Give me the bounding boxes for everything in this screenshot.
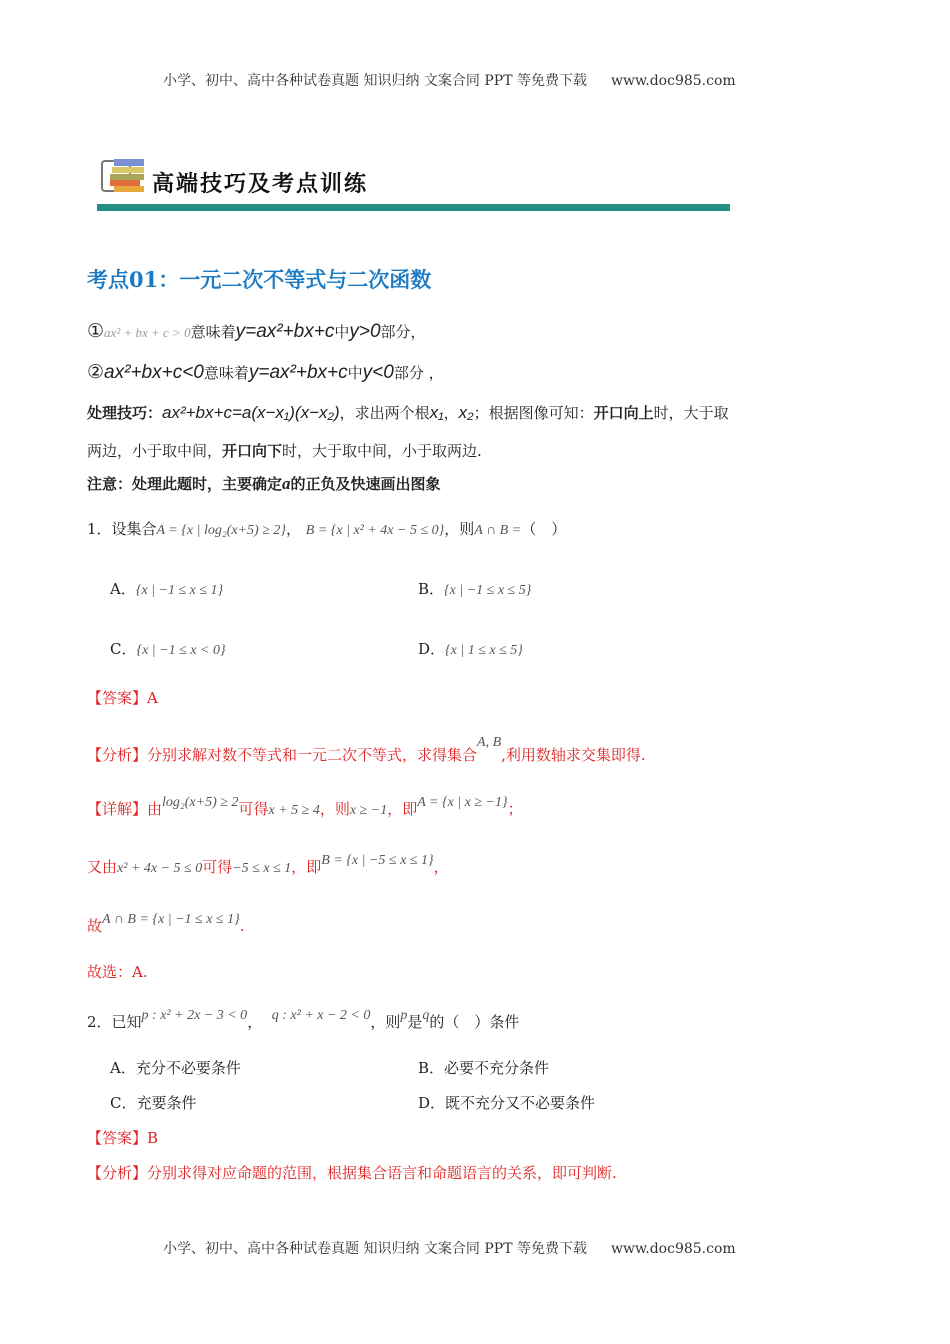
- text-segment: {x | −1 ≤ x < 0}: [136, 643, 226, 658]
- text-segment: ②: [87, 362, 105, 383]
- text-segment: D．: [418, 640, 446, 658]
- books-icon: [100, 157, 148, 193]
- text-segment: A．: [110, 580, 136, 598]
- text-segment: a: [282, 474, 291, 493]
- text-segment: A ∩ B =: [474, 523, 522, 538]
- header-url[interactable]: www.doc985.com: [610, 73, 736, 89]
- text-segment: x + 5 ≥ 4: [268, 803, 320, 818]
- text-segment: 可得: [202, 858, 233, 876]
- text-segment: D．: [418, 1094, 446, 1112]
- tip-line-1: [87, 402, 729, 423]
- text-segment: y=ax²+bx+c: [235, 321, 335, 342]
- text-segment: p : x² + 2x − 3 < 0: [141, 1008, 248, 1023]
- text-segment: 中: [347, 364, 363, 382]
- option-c[interactable]: [110, 638, 226, 659]
- text-segment: A．: [110, 1059, 136, 1077]
- text-segment: 【分析】分别求解对数不等式和一元二次不等式，求得集合: [87, 746, 478, 764]
- text-segment: 开口向下: [222, 442, 283, 460]
- detail-1-line-1: [87, 795, 523, 819]
- text-segment: 既不充分又不必要条件: [445, 1094, 596, 1112]
- text-segment: −5 ≤ x ≤ 1: [232, 861, 292, 876]
- question-2-stem: [87, 1008, 519, 1032]
- text-segment: B = {x | −5 ≤ x ≤ 1}: [321, 853, 434, 868]
- tip-line-2: [87, 440, 482, 461]
- text-segment: 可得: [238, 800, 269, 818]
- option-d[interactable]: [418, 638, 523, 659]
- text-segment: 又由: [87, 858, 118, 876]
- text-segment: ，: [285, 520, 301, 538]
- text-segment: 充分不必要条件: [135, 1059, 241, 1077]
- text-segment: 时，大于取: [653, 404, 729, 422]
- text-segment: q: [422, 1008, 430, 1023]
- text-segment: y<0: [362, 362, 394, 383]
- text-segment: 注意：处理此题时，主要确定: [87, 475, 283, 493]
- text-segment: ，求出两个根: [339, 404, 430, 422]
- text-segment: 必要不充分条件: [444, 1059, 550, 1077]
- text-segment: {x | 1 ≤ x ≤ 5}: [445, 643, 523, 658]
- text-segment: ，则: [370, 1013, 401, 1031]
- answer-2: 【答案】B: [87, 1129, 159, 1147]
- point-2: [87, 361, 444, 384]
- text-segment: 意味着: [190, 323, 236, 341]
- footer-text: 小学、初中、高中各种试卷真题 知识归纳 文案合同 PPT 等免费下载: [163, 1241, 587, 1257]
- option-a[interactable]: [110, 1057, 241, 1078]
- text-segment: ax² + bx + c > 0: [104, 325, 191, 340]
- text-segment: {x | −1 ≤ x ≤ 1}: [135, 583, 224, 598]
- text-segment: 1．设集合: [87, 520, 157, 538]
- text-segment: ；根据图像可知：: [473, 404, 594, 422]
- detail-1-line-3: [87, 912, 245, 936]
- text-segment: ,利用数轴求交集即得.: [501, 746, 646, 764]
- footer-url[interactable]: www.doc985.com: [610, 1241, 736, 1257]
- text-segment: ，即: [387, 800, 418, 818]
- text-segment: 意味着: [203, 364, 249, 382]
- text-segment: C．: [110, 640, 137, 658]
- text-segment: 的（ ）条件: [429, 1013, 520, 1031]
- page-header: [163, 70, 736, 90]
- text-segment: A = {x | x ≥ −1}: [417, 795, 508, 810]
- text-segment: x₁: [429, 403, 444, 422]
- question-1-stem: [87, 518, 566, 539]
- section-title: 考点01：一元二次不等式与二次函数: [87, 267, 432, 292]
- text-segment: 2．已知: [87, 1013, 142, 1031]
- text-segment: 充要条件: [136, 1094, 197, 1112]
- header-text: 小学、初中、高中各种试卷真题 知识归纳 文案合同 PPT 等免费下载: [163, 73, 587, 89]
- text-segment: A, B: [477, 735, 502, 750]
- text-segment: ，即: [291, 858, 322, 876]
- text-segment: {x | −1 ≤ x ≤ 5}: [444, 583, 532, 598]
- text-segment: ；: [507, 800, 523, 818]
- banner-divider: [97, 204, 730, 211]
- option-d[interactable]: [418, 1092, 595, 1113]
- option-a[interactable]: [110, 578, 223, 599]
- text-segment: p: [400, 1008, 408, 1023]
- text-segment: ，则: [319, 800, 350, 818]
- text-segment: 故: [87, 917, 103, 935]
- detail-1-line-2: [87, 853, 449, 877]
- text-segment: 的正负及快速画出图象: [290, 475, 441, 493]
- analysis-2: 【分析】分别求得对应命题的范围，根据集合语言和命题语言的关系，即可判断.: [87, 1164, 617, 1182]
- text-segment: 是: [407, 1013, 423, 1031]
- text-segment: x₂: [458, 403, 474, 422]
- text-segment: 部分 ，: [393, 364, 444, 382]
- text-segment: 时，大于取中间，小于取两边.: [282, 442, 482, 460]
- text-segment: 部分，: [380, 323, 426, 341]
- text-segment: .: [239, 917, 245, 935]
- note: [87, 473, 441, 494]
- text-segment: A = {x | log₂(x+5) ≥ 2}: [156, 523, 286, 538]
- answer-1: 【答案】A: [87, 689, 158, 707]
- text-segment: q : x² + x − 2 < 0: [271, 1008, 371, 1023]
- text-segment: 中: [334, 323, 350, 341]
- text-segment: x ≥ −1: [349, 803, 388, 818]
- text-segment: ax²+bx+c<0: [104, 362, 204, 383]
- page-footer: [163, 1238, 736, 1258]
- option-b[interactable]: [418, 578, 531, 599]
- text-segment: ，则: [444, 520, 475, 538]
- analysis-1: [87, 735, 646, 765]
- text-segment: 处理技巧：: [87, 404, 163, 422]
- text-segment: C．: [110, 1094, 137, 1112]
- text-segment: B = {x | x² + 4x − 5 ≤ 0}: [305, 523, 445, 538]
- text-segment: B．: [418, 580, 445, 598]
- text-segment: A ∩ B = {x | −1 ≤ x ≤ 1}: [102, 912, 240, 927]
- text-segment: log₂(x+5) ≥ 2: [162, 795, 239, 810]
- text-segment: ，: [433, 858, 449, 876]
- text-segment: y=ax²+bx+c: [248, 362, 348, 383]
- point-1: [87, 320, 426, 343]
- text-segment: ①: [87, 321, 105, 342]
- choice-1: 故选：A.: [87, 963, 148, 981]
- text-segment: B．: [418, 1059, 445, 1077]
- text-segment: 两边，小于取中间，: [87, 442, 223, 460]
- text-segment: ，: [247, 1013, 263, 1031]
- text-segment: 开口向上: [593, 404, 654, 422]
- option-c[interactable]: [110, 1092, 197, 1113]
- text-segment: （ ）: [521, 520, 567, 538]
- text-segment: y>0: [349, 321, 381, 342]
- text-segment: ax²+bx+c=a(x−x₁)(x−x₂): [162, 403, 340, 422]
- text-segment: 【详解】由: [87, 800, 163, 818]
- banner-title: 高端技巧及考点训练: [152, 171, 369, 197]
- text-segment: x² + 4x − 5 ≤ 0: [117, 861, 203, 876]
- option-b[interactable]: [418, 1057, 549, 1078]
- text-segment: ，: [443, 404, 459, 422]
